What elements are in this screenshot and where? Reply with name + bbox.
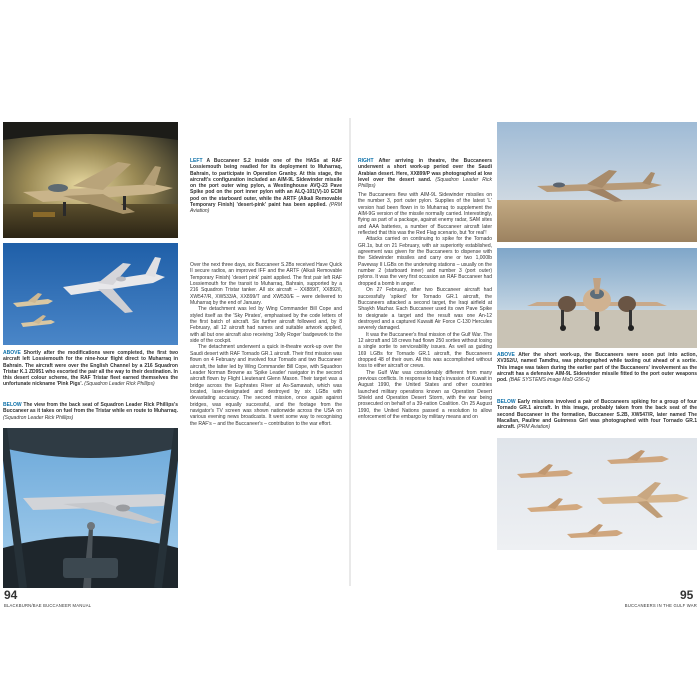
- caption-below-left: [3, 402, 178, 421]
- caption-text: The view from the back seat of Squadron Leader Rick Phillips's Buccaneer as it takes on fuel from the Tristar while en route to Muharraq.: [3, 402, 178, 415]
- caption-text: Shortly after the modifications were completed, the first two aircraft left Lossiemouth for the nine-hour flight direct to Muharraq in Bahrain. The aircraft were over the English Channel by a 216 Squadron Tristar K.1 ZD951 who escorted the pair all the way to their destination. In this desert colour scheme, the RAF Tristar fleet earned themselves the unfortunate nickname 'Pink Pigs'.: [3, 350, 178, 388]
- photo-low-level-desert: [497, 122, 697, 242]
- caption-credit: (BAE SYSTEMS image MoD G56-1): [508, 377, 590, 384]
- page-number-left: 94: [4, 588, 18, 602]
- caption-label: ABOVE: [497, 352, 515, 358]
- right-body-column: [358, 192, 492, 420]
- caption-label: LEFT: [190, 158, 203, 164]
- photo-tristar-formation: [3, 243, 178, 345]
- caption-credit: (PRM Aviation): [516, 424, 551, 431]
- body-paragraph: On 27 February, after two Buccaneer aircraft had successfully 'spiked' for Tornado GR.1 aircraft, the Buccaneers attacked a second target, the Iraqi airfield at Shaykh Mazhar. Each Buccaneer used its own Pave Spike to designate a target and the result was one An-12 destroyed and a captured Kuwaiti Air Force C-130 Hercules severely damaged.: [358, 287, 492, 332]
- body-paragraph: Attacks carried on continuing to spike for the Tornado GR.1s, but on 21 February, with air superiority established, agreement was given for the Buccaneers to dispense with the Sidewinder missiles and carry one or two 1,000lb Paveway II LGBs on the underwing stations – usually on the number 2 (starboard inner) and number 3 (port outer) pylons. It was the very first occasion an RAF Buccaneer had dropped a bomb in anger.: [358, 236, 492, 287]
- caption-above-right: [497, 352, 697, 383]
- caption-right-top: [358, 158, 492, 189]
- caption-text: After arriving in theatre, the Buccaneers underwent a short work-up period over the Saudi Arabian desert. Here, XX899/P was photographed at low level over the desert sand.: [358, 158, 492, 183]
- running-footer-left: BLACKBURN/BAE BUCCANEER MANUAL: [4, 603, 92, 608]
- photo-refuelling-from-back-seat: [3, 428, 178, 588]
- page-gutter: [349, 118, 351, 586]
- body-paragraph: Over the next three days, six Buccaneer S.2Bs received Have Quick II secure radios, an improved IFF and the ARTF (Alkali Removable Temporary Finish) 'desert pink' paint applied. The first pair left RAF Lossiemouth for the transit to Muharraq, Bahrain, supported by a 216 Squadron Tristar tanker. All six aircraft – XX889/T, XX892/I, XW547/R, XW533/A, XX899/T and XW530/E – were delivered to Muharraq by the end of January.: [190, 262, 342, 307]
- photo-buccaneer-in-has: [3, 122, 178, 238]
- caption-label: BELOW: [497, 399, 516, 405]
- caption-text: Early missions involved a pair of Buccaneers spiking for a group of four Tornado GR.1 aircraft. In this image, probably taken from the back seat of the second Buccaneer in the formation, Buccaneer S.2B, XW547/R, later named The Macallan, Pauline and Guinness Girl was photographed with four Tornado GR.1 aircraft.: [497, 399, 698, 431]
- body-paragraph: The Buccaneers flew with AIM-9L Sidewinder missiles on the number 3, port outer pylon. Supplies of the latest 'L' version had been flown in to Muharraq to supplement the AIM-9G version of the missile normally carried. Interestingly, flying as part of a package, against enemy radar, SAM sites and AAA batteries, a number of Buccaneer aircraft later reflected that this was the Red Flag scenario, but 'for real'!: [358, 192, 492, 237]
- caption-text: A Buccaneer S.2 inside one of the HASs at RAF Lossiemouth being readied for its deployment to Muharraq, Bahrain, to participate in Operation Granby. At this stage, the aircraft's configuration included an AIM-9L Sidewinder missile on the port outer wing pylon, a Westinghouse AVQ-23 Pave Spike pod on the port inner pylon with an ALQ-101(V)-10 ECM pod on the starboard outer, while the ARTF (Alkali Removable Temporary Finish) 'desert-pink' paint has been applied.: [190, 158, 343, 209]
- running-footer-right: BUCCANEERS IN THE GULF WAR: [624, 603, 697, 608]
- page-number-right: 95: [680, 588, 694, 602]
- caption-credit: (Squadron Leader Rick Phillips): [358, 176, 492, 190]
- caption-left-top: [190, 158, 342, 215]
- caption-below-right: [497, 399, 697, 430]
- caption-credit: (Squadron Leader Rick Phillips): [84, 381, 155, 388]
- photo-taxiing-out: [497, 248, 697, 348]
- photo-formation-tornados: [497, 438, 697, 550]
- caption-text: After the short work-up, the Buccaneers were soon put into action, XV352/U, named Tamdhu, was photographed while taxiing out ahead of a sortie. This image was taken during the earlier part of the Buccaneers' involvement as the aircraft has a defensive AIM-9L Sidewinder missile fitted to the port outer weapons pod.: [497, 352, 697, 384]
- body-paragraph: The Gulf War was considerably different from many previous conflicts. In response to Iraq's invasion of Kuwait in August 1990, the United States and other countries launched military operations known as Operation Desert Shield and Operation Desert Storm, with the war being prosecuted on behalf of a 39-nation Coalition. On 25 August 1990, the United Nations passed a resolution to allow enforcement of the embargo by military means and on: [358, 369, 492, 421]
- body-paragraph: The detachment underwent a quick in-theatre work-up over the Saudi desert with RAF Tornado GR.1 aircraft. Their first mission was flown on 4 February and involved four Tornado and two Buccaneer aircraft, the latter led by Wing Commander Bill Cope, with Squadron Leader Norman Browne as 'Spike Leader' navigator in the second aircraft flown by Flight Lieutenant Glenn Mason. Their target was a bridge across the Euphrates River at As-Samawah, which was located, laser-designated and destroyed by six LGBs with devastating accuracy. The second mission, once again against bridges, was equally successful, and the footage from the navigator's TV screen was shown nationwide across the USA on various evening news broadcasts. It went some way to recognising the RAF's – and the Buccaneer's – contribution to the war effort.: [190, 344, 342, 427]
- body-paragraph: It was the Buccaneer's final mission of the Gulf War. The 12 aircraft and 18 crews had flown 250 sorties without losing a single sortie to serviceability issues. As well as guiding 169 LGBs for Tornado GR.1 aircraft, the Buccaneers dropped 48 of their own. All this was accomplished without loss to either aircraft or crews.: [358, 331, 492, 370]
- left-body-column: [190, 262, 342, 427]
- caption-label: ABOVE: [3, 350, 21, 356]
- body-paragraph: The detachment was led by Wing Commander Bill Cope and styled itself as the 'Sky Pirates', emphasised by the code letters of the first batch of aircraft. Six further aircraft followed and, by 8 February, all 12 aircraft had names and suitable artwork applied, with all but one aircraft also receiving 'Jolly Roger' badgework to the side of the cockpit.: [190, 306, 342, 345]
- caption-above-left: [3, 350, 178, 388]
- caption-label: RIGHT: [358, 158, 374, 164]
- caption-credit: (Squadron Leader Rick Phillips): [3, 414, 74, 421]
- caption-credit: (PRM Aviation): [190, 202, 342, 215]
- caption-label: BELOW: [3, 402, 22, 408]
